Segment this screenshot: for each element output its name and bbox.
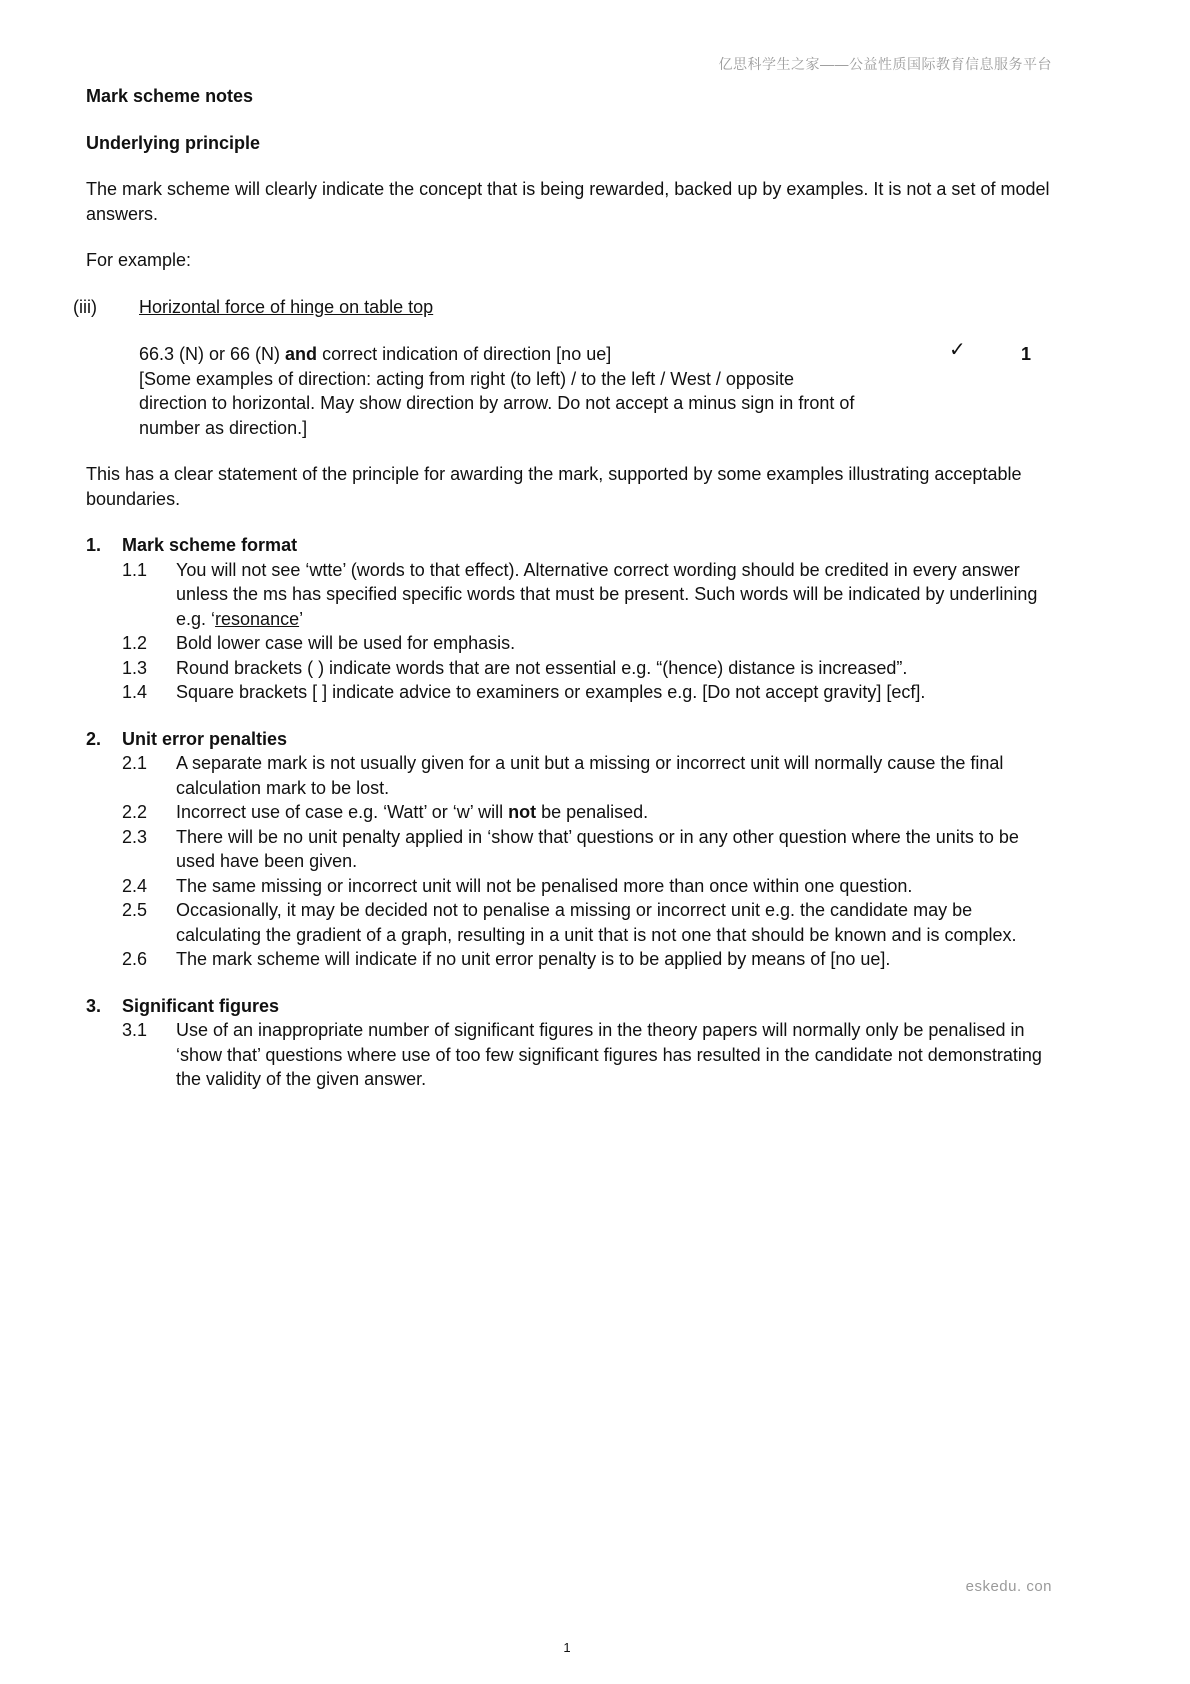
watermark-text: 亿思科学生之家——公益性质国际教育信息服务平台 xyxy=(718,56,1052,72)
item-text-post: ’ xyxy=(299,608,304,629)
footer-site-text: eskedu. con xyxy=(965,1578,1052,1595)
item-number: 1.2 xyxy=(122,633,148,653)
explanation-paragraph: This has a clear statement of the principle for awarding the mark, supported by some examples illustrating acceptable boundaries. xyxy=(86,464,1022,509)
item-text: Use of an inappropriate number of significant figures in the theory papers will normally only be penalised in ‘show that’ questions where use of too few significant figures has resulted in the candidate not demonstrating the validity of the given answer. xyxy=(176,1020,1042,1089)
item-text-post: be penalised. xyxy=(536,802,649,822)
answer-text-bold: and xyxy=(285,344,318,364)
item-text: Square brackets [ ] indicate advice to examiners or examples e.g. [Do not accept gravity] [ecf]. xyxy=(176,682,926,702)
section-number: 1. xyxy=(86,535,102,555)
list-item xyxy=(122,874,1056,899)
section-unit-error-penalties xyxy=(86,727,1056,972)
bold-word: not xyxy=(508,802,537,822)
list-item xyxy=(122,947,1056,972)
section-mark-scheme-format xyxy=(86,533,1056,705)
section-number: 2. xyxy=(86,728,102,749)
item-number: 2.3 xyxy=(122,826,148,847)
subheading: Underlying principle xyxy=(86,132,261,153)
item-text: Bold lower case will be used for emphasis. xyxy=(176,633,516,653)
item-text: Occasionally, it may be decided not to penalise a missing or incorrect unit e.g. the candidate may be calculating the gradient of a graph, resulting in a unit that is not one that should be known and is complex. xyxy=(176,900,1017,945)
mark-value: 1 xyxy=(1021,344,1032,364)
tick-icon: ✓ xyxy=(949,339,966,361)
item-text: The same missing or incorrect unit will not be penalised more than once within one question. xyxy=(176,875,913,896)
item-text: A separate mark is not usually given for a unit but a missing or incorrect unit will normally cause the final calculation mark to be lost. xyxy=(176,753,1004,798)
list-item xyxy=(122,656,1056,681)
page-heading: Mark scheme notes xyxy=(86,86,254,106)
list-item xyxy=(122,680,1056,705)
item-text: Round brackets ( ) indicate words that are not essential e.g. “(hence) distance is increased”. xyxy=(176,657,908,678)
item-number: 1.3 xyxy=(122,657,148,678)
item-number: 2.2 xyxy=(122,802,148,822)
underlined-word: resonance xyxy=(215,608,300,629)
item-text: The mark scheme will indicate if no unit error penalty is to be applied by means of [no ue]. xyxy=(176,949,891,969)
section-title: Significant figures xyxy=(122,995,280,1016)
list-item xyxy=(122,751,1056,800)
item-number: 2.5 xyxy=(122,900,148,920)
section-number: 3. xyxy=(86,995,102,1016)
item-number: 2.4 xyxy=(122,875,148,896)
item-text xyxy=(176,800,1056,825)
example-title: Horizontal force of hinge on table top xyxy=(139,296,434,317)
page-number: 1 xyxy=(563,1640,571,1655)
for-example-label: For example: xyxy=(86,250,192,270)
example-label: (iii) xyxy=(73,296,97,317)
item-number: 1.4 xyxy=(122,682,148,702)
example-answer xyxy=(139,342,859,440)
item-text: There will be no unit penalty applied in ‘show that’ questions or in any other question where the units to be used have been given. xyxy=(176,826,1019,871)
item-number: 3.1 xyxy=(122,1020,148,1040)
list-item xyxy=(122,825,1056,874)
example-block xyxy=(73,295,1056,441)
item-text xyxy=(176,558,1056,632)
answer-note: [Some examples of direction: acting from right (to left) / to the left / West / opposite direction to horizontal. May show direction by arrow. Do not accept a minus sign in front of number as direction.] xyxy=(139,368,855,438)
section-title: Mark scheme format xyxy=(122,535,298,555)
list-item xyxy=(122,558,1056,632)
list-item xyxy=(122,800,1056,825)
item-text-pre: You will not see ‘wtte’ (words to that effect). Alternative correct wording should be credited in every answer unless the ms has specified specific words that must be present. Such words will be indicated by underlining e.g. ‘ xyxy=(176,559,1038,629)
answer-text-pre: 66.3 (N) or 66 (N) xyxy=(139,344,286,364)
list-item xyxy=(122,1018,1056,1092)
answer-text-post: correct indication of direction [no ue] xyxy=(317,344,612,364)
document-body xyxy=(73,84,1056,1092)
intro-paragraph: The mark scheme will clearly indicate the concept that is being rewarded, backed up by examples. It is not a set of model answers. xyxy=(86,179,1050,224)
item-text-pre: Incorrect use of case e.g. ‘Watt’ or ‘w’ will xyxy=(176,802,509,822)
list-item xyxy=(122,631,1056,656)
item-number: 2.6 xyxy=(122,949,148,969)
section-title: Unit error penalties xyxy=(122,728,288,749)
list-item xyxy=(122,898,1056,947)
section-significant-figures xyxy=(86,994,1056,1092)
item-number: 2.1 xyxy=(122,753,148,773)
item-number: 1.1 xyxy=(122,559,148,580)
